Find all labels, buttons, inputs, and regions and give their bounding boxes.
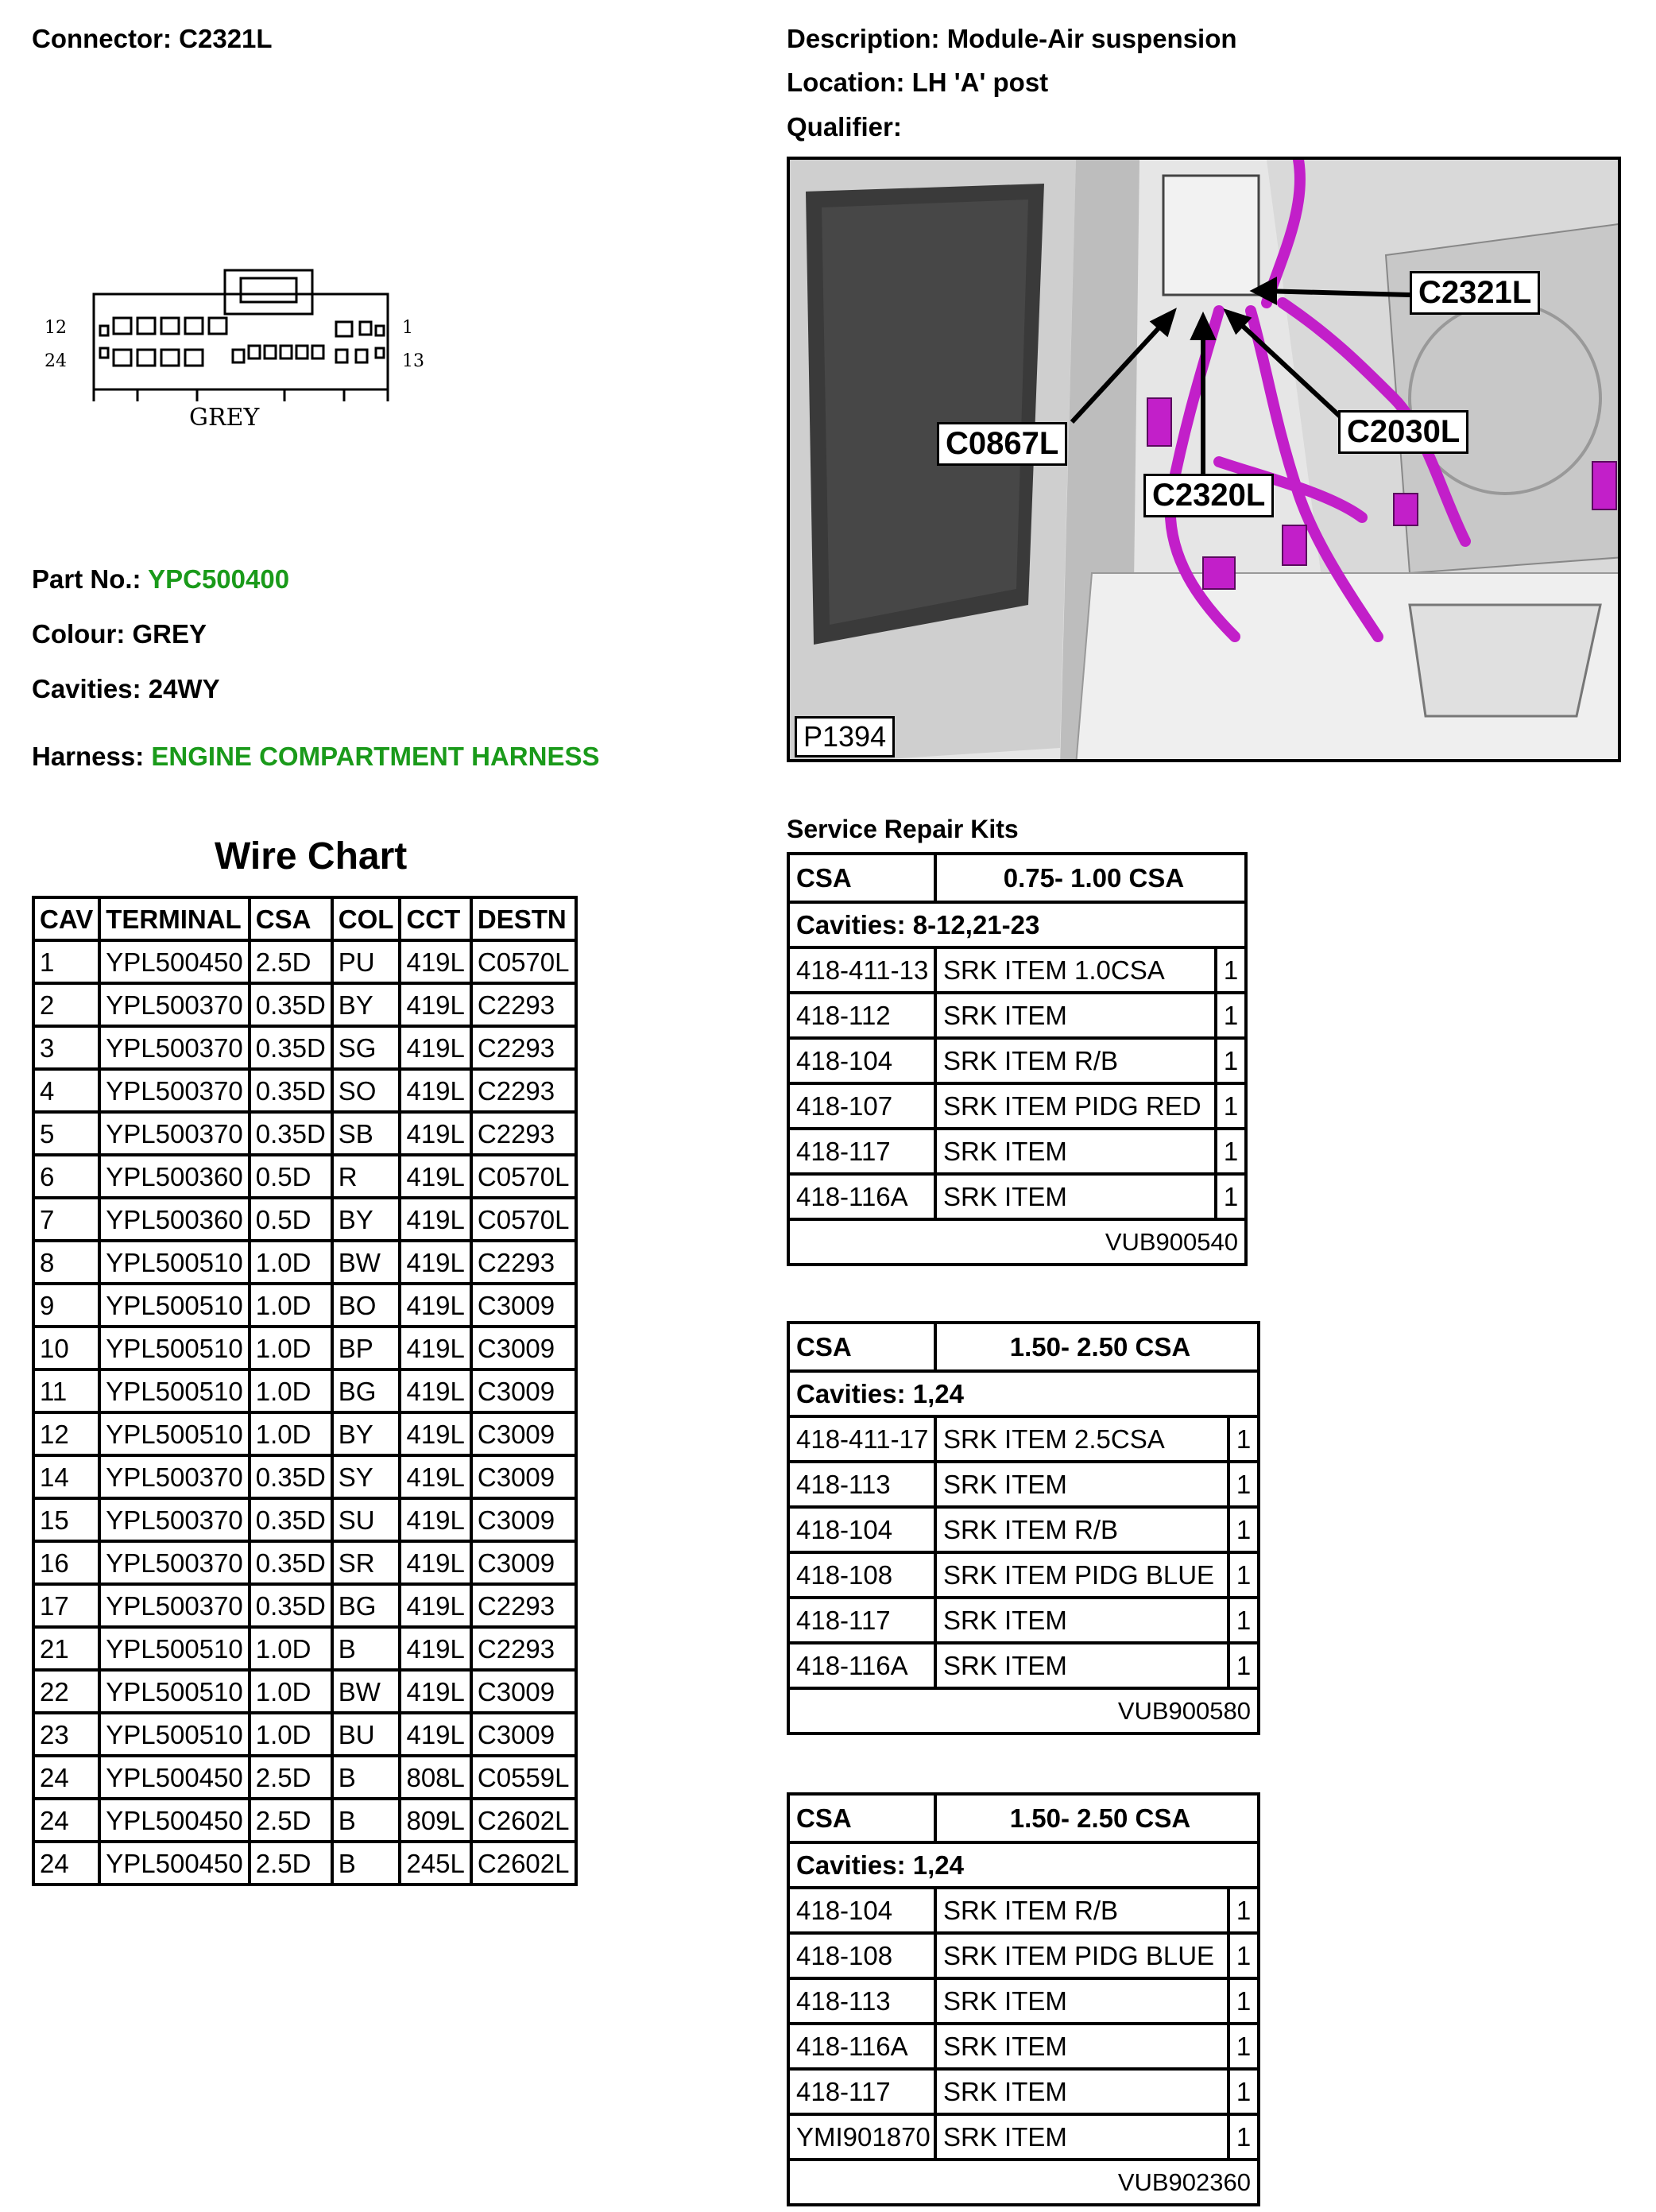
kit-item-qty: 1 xyxy=(1223,1091,1239,1121)
kit-item-row xyxy=(790,2113,1257,2158)
table-row xyxy=(33,1541,576,1584)
kit-cavities-row xyxy=(790,1841,1257,1886)
kit-item-part: 418-113 xyxy=(790,1980,937,2022)
kit-item-row xyxy=(790,991,1244,1036)
cell-col: SB xyxy=(332,1112,400,1155)
table-row xyxy=(33,1842,576,1885)
cell-col: BU xyxy=(332,1713,400,1756)
cell-cav: 3 xyxy=(33,1026,99,1069)
kit-item-desc: SRK ITEM R/B xyxy=(937,1509,1230,1551)
cell-cct: 419L xyxy=(400,1412,470,1455)
table-row xyxy=(33,1241,576,1284)
cell-cct: 419L xyxy=(400,1069,470,1112)
cavities: Cavities: 24WY xyxy=(32,674,220,703)
kit-cavities: Cavities: 1,24 xyxy=(796,1378,964,1408)
cell-destn: C2293 xyxy=(471,1584,576,1627)
part-no xyxy=(32,564,289,595)
cell-cav: 8 xyxy=(33,1241,99,1284)
part-no-value: YPC500400 xyxy=(148,564,290,594)
kit-item-qty: 1 xyxy=(1236,1514,1252,1544)
cell-cav: 2 xyxy=(33,983,99,1026)
cell-terminal: YPL500450 xyxy=(99,1799,250,1842)
kit-item-desc: SRK ITEM 1.0CSA xyxy=(937,949,1217,991)
cell-col: BY xyxy=(332,983,400,1026)
cell-terminal: YPL500450 xyxy=(99,1842,250,1885)
cell-cct: 419L xyxy=(400,1241,470,1284)
harness-label: Harness: xyxy=(32,742,145,771)
location-photo xyxy=(787,157,1621,762)
kit-item-qty: 1 xyxy=(1236,1895,1252,1925)
kit-number-row xyxy=(790,1218,1244,1263)
cell-destn: C3009 xyxy=(471,1369,576,1412)
cell-terminal: YPL500510 xyxy=(99,1627,250,1670)
wire-chart-title: Wire Chart xyxy=(215,835,408,877)
table-row xyxy=(33,1412,576,1455)
cell-cct: 419L xyxy=(400,1155,470,1198)
callout-c0867l: C0867L xyxy=(937,422,1067,466)
cell-destn: C2293 xyxy=(471,983,576,1026)
wire-chart-header-row xyxy=(33,897,576,940)
cell-destn: C2293 xyxy=(471,1026,576,1069)
cell-cav: 15 xyxy=(33,1498,99,1541)
cell-cav: 1 xyxy=(33,940,99,983)
cell-terminal: YPL500510 xyxy=(99,1369,250,1412)
kit-item-part: 418-104 xyxy=(790,1889,937,1931)
cell-cct: 245L xyxy=(400,1842,470,1885)
cell-cct: 808L xyxy=(400,1756,470,1799)
repair-kit-table xyxy=(787,852,1248,1266)
kit-item-desc: SRK ITEM 2.5CSA xyxy=(937,1418,1230,1460)
callout-c2320l: C2320L xyxy=(1143,474,1274,517)
cell-col: BY xyxy=(332,1198,400,1241)
cell-csa: 2.5D xyxy=(250,1799,332,1842)
cell-cav: 24 xyxy=(33,1842,99,1885)
cell-cav: 4 xyxy=(33,1069,99,1112)
table-row xyxy=(33,1584,576,1627)
cell-csa: 1.0D xyxy=(250,1713,332,1756)
kit-item-row xyxy=(790,1415,1257,1460)
cell-terminal: YPL500510 xyxy=(99,1327,250,1369)
table-row xyxy=(33,1284,576,1327)
connector-face-drawing xyxy=(38,262,435,437)
cell-destn: C3009 xyxy=(471,1670,576,1713)
table-row xyxy=(33,1198,576,1241)
kit-item-part: 418-116A xyxy=(790,1644,937,1687)
cell-csa: 1.0D xyxy=(250,1627,332,1670)
kit-header-row xyxy=(790,1796,1257,1841)
header-destn: DESTN xyxy=(471,897,576,940)
cell-terminal: YPL500370 xyxy=(99,1112,250,1155)
cell-terminal: YPL500510 xyxy=(99,1713,250,1756)
cell-cct: 419L xyxy=(400,1627,470,1670)
cell-cct: 419L xyxy=(400,1498,470,1541)
kit-item-part: 418-411-17 xyxy=(790,1418,937,1460)
vehicle-interior-illustration xyxy=(790,160,1621,762)
kit-item-qty: 1 xyxy=(1236,1605,1252,1635)
kit-item-row xyxy=(790,1082,1244,1127)
cell-cav: 21 xyxy=(33,1627,99,1670)
kit-item-part: 418-411-13 xyxy=(790,949,937,991)
kit-item-desc: SRK ITEM xyxy=(937,994,1217,1036)
cell-csa: 0.5D xyxy=(250,1198,332,1241)
wire-chart-table xyxy=(32,896,578,1886)
kit-item-part: 418-104 xyxy=(790,1040,937,1082)
kit-csa-range: 1.50- 2.50 CSA xyxy=(1009,1331,1191,1362)
kit-item-part: 418-117 xyxy=(790,1599,937,1641)
kit-item-desc: SRK ITEM R/B xyxy=(937,1889,1230,1931)
pin-label-1: 1 xyxy=(402,318,413,338)
kit-item-part: 418-116A xyxy=(790,1176,937,1218)
table-row xyxy=(33,983,576,1026)
cell-csa: 0.35D xyxy=(250,1069,332,1112)
cell-csa: 2.5D xyxy=(250,1756,332,1799)
cell-destn: C0570L xyxy=(471,1198,576,1241)
cell-terminal: YPL500370 xyxy=(99,1541,250,1584)
cell-destn: C2293 xyxy=(471,1241,576,1284)
table-row xyxy=(33,1455,576,1498)
repair-kit-table xyxy=(787,1792,1260,2206)
kit-item-row xyxy=(790,946,1244,991)
connector-colour-label: GREY xyxy=(189,404,260,432)
kit-item-desc: SRK ITEM PIDG BLUE xyxy=(937,1554,1230,1596)
cell-cav: 11 xyxy=(33,1369,99,1412)
cell-csa: 0.35D xyxy=(250,1026,332,1069)
cell-terminal: YPL500370 xyxy=(99,1498,250,1541)
callout-c2321l: C2321L xyxy=(1410,271,1540,315)
cell-cct: 809L xyxy=(400,1799,470,1842)
cell-cct: 419L xyxy=(400,983,470,1026)
kit-csa-range: 1.50- 2.50 CSA xyxy=(1009,1803,1191,1833)
cell-destn: C0570L xyxy=(471,1155,576,1198)
cell-terminal: YPL500370 xyxy=(99,983,250,1026)
kit-csa-label: CSA xyxy=(790,1324,937,1369)
cell-terminal: YPL500370 xyxy=(99,1069,250,1112)
kit-item-desc: SRK ITEM xyxy=(937,1599,1230,1641)
table-row xyxy=(33,940,576,983)
cell-col: B xyxy=(332,1842,400,1885)
cell-cct: 419L xyxy=(400,1327,470,1369)
kit-item-qty: 1 xyxy=(1236,1650,1252,1680)
cell-cct: 419L xyxy=(400,1369,470,1412)
cell-terminal: YPL500510 xyxy=(99,1241,250,1284)
cell-col: SO xyxy=(332,1069,400,1112)
kit-item-row xyxy=(790,2067,1257,2113)
table-row xyxy=(33,1069,576,1112)
cell-cct: 419L xyxy=(400,1026,470,1069)
cell-col: B xyxy=(332,1756,400,1799)
table-row xyxy=(33,1498,576,1541)
kit-item-desc: SRK ITEM xyxy=(937,2025,1230,2067)
table-row xyxy=(33,1799,576,1842)
cell-destn: C0570L xyxy=(471,940,576,983)
cell-csa: 0.5D xyxy=(250,1155,332,1198)
cell-cct: 419L xyxy=(400,1541,470,1584)
cell-cct: 419L xyxy=(400,940,470,983)
cell-col: BP xyxy=(332,1327,400,1369)
kit-item-desc: SRK ITEM xyxy=(937,2071,1230,2113)
service-repair-kits-title: Service Repair Kits xyxy=(787,815,1019,843)
cell-terminal: YPL500370 xyxy=(99,1026,250,1069)
cell-csa: 0.35D xyxy=(250,1455,332,1498)
cell-cav: 24 xyxy=(33,1756,99,1799)
kit-cavities-row xyxy=(790,901,1244,946)
header-col: COL xyxy=(332,897,400,940)
cell-col: BY xyxy=(332,1412,400,1455)
kit-csa-label: CSA xyxy=(790,1796,937,1841)
cell-col: BG xyxy=(332,1584,400,1627)
cell-destn: C3009 xyxy=(471,1498,576,1541)
cell-cct: 419L xyxy=(400,1455,470,1498)
kit-item-part: 418-117 xyxy=(790,2071,937,2113)
kit-item-desc: SRK ITEM xyxy=(937,2116,1230,2158)
cell-col: BG xyxy=(332,1369,400,1412)
cell-terminal: YPL500370 xyxy=(99,1584,250,1627)
kit-cavities: Cavities: 8-12,21-23 xyxy=(796,909,1040,939)
cell-destn: C3009 xyxy=(471,1713,576,1756)
cell-cct: 419L xyxy=(400,1198,470,1241)
cell-cav: 24 xyxy=(33,1799,99,1842)
kit-item-qty: 1 xyxy=(1223,1000,1239,1030)
kit-cavities-row xyxy=(790,1369,1257,1415)
kit-item-qty: 1 xyxy=(1236,1559,1252,1590)
table-row xyxy=(33,1756,576,1799)
kit-number-row xyxy=(790,1687,1257,1732)
kit-csa-label: CSA xyxy=(790,855,937,901)
callout-c2030l: C2030L xyxy=(1338,410,1468,454)
kit-item-desc: SRK ITEM R/B xyxy=(937,1040,1217,1082)
cell-cav: 23 xyxy=(33,1713,99,1756)
cell-destn: C3009 xyxy=(471,1284,576,1327)
kit-item-row xyxy=(790,1596,1257,1641)
table-row xyxy=(33,1112,576,1155)
cell-csa: 0.35D xyxy=(250,1541,332,1584)
cell-csa: 2.5D xyxy=(250,1842,332,1885)
cell-csa: 2.5D xyxy=(250,940,332,983)
kit-item-part: 418-112 xyxy=(790,994,937,1036)
kit-item-desc: SRK ITEM xyxy=(937,1463,1230,1505)
header-cav: CAV xyxy=(33,897,99,940)
header-terminal: TERMINAL xyxy=(99,897,250,940)
table-row xyxy=(33,1627,576,1670)
cell-destn: C2293 xyxy=(471,1627,576,1670)
pin-label-13: 13 xyxy=(402,351,424,371)
kit-item-part: 418-116A xyxy=(790,2025,937,2067)
cell-col: B xyxy=(332,1627,400,1670)
cell-cct: 419L xyxy=(400,1670,470,1713)
location: Location: LH 'A' post xyxy=(787,68,1049,97)
pin-label-12: 12 xyxy=(44,318,67,338)
cell-col: PU xyxy=(332,940,400,983)
cell-cct: 419L xyxy=(400,1112,470,1155)
repair-kit-table xyxy=(787,1321,1260,1735)
harness-value: ENGINE COMPARTMENT HARNESS xyxy=(151,742,600,771)
cell-terminal: YPL500450 xyxy=(99,1756,250,1799)
wire-chart-body xyxy=(33,940,576,1885)
cell-col: BW xyxy=(332,1241,400,1284)
kit-item-qty: 1 xyxy=(1223,1045,1239,1075)
cell-cct: 419L xyxy=(400,1713,470,1756)
cell-csa: 1.0D xyxy=(250,1284,332,1327)
cell-terminal: YPL500510 xyxy=(99,1412,250,1455)
cell-csa: 1.0D xyxy=(250,1670,332,1713)
cell-destn: C2293 xyxy=(471,1112,576,1155)
kit-header-row xyxy=(790,855,1244,901)
cell-cav: 14 xyxy=(33,1455,99,1498)
cell-csa: 0.35D xyxy=(250,1498,332,1541)
cell-csa: 1.0D xyxy=(250,1412,332,1455)
kit-item-desc: SRK ITEM PIDG BLUE xyxy=(937,1935,1230,1977)
cell-destn: C2602L xyxy=(471,1799,576,1842)
cell-csa: 1.0D xyxy=(250,1241,332,1284)
cell-destn: C2293 xyxy=(471,1069,576,1112)
kit-item-part: 418-107 xyxy=(790,1085,937,1127)
kit-csa-range: 0.75- 1.00 CSA xyxy=(1003,862,1185,893)
cell-destn: C2602L xyxy=(471,1842,576,1885)
kit-item-row xyxy=(790,1505,1257,1551)
kit-item-desc: SRK ITEM xyxy=(937,1644,1230,1687)
cell-destn: C3009 xyxy=(471,1327,576,1369)
kit-item-qty: 1 xyxy=(1236,2076,1252,2106)
kit-item-row xyxy=(790,1886,1257,1931)
cell-csa: 0.35D xyxy=(250,1112,332,1155)
table-row xyxy=(33,1369,576,1412)
cell-col: SR xyxy=(332,1541,400,1584)
kit-header-row xyxy=(790,1324,1257,1369)
cell-cav: 7 xyxy=(33,1198,99,1241)
harness xyxy=(32,742,599,772)
cell-destn: C3009 xyxy=(471,1455,576,1498)
kit-cavities: Cavities: 1,24 xyxy=(796,1850,964,1880)
cell-destn: C0559L xyxy=(471,1756,576,1799)
kit-item-row xyxy=(790,1977,1257,2022)
table-row xyxy=(33,1026,576,1069)
header-cct: CCT xyxy=(400,897,470,940)
kit-item-qty: 1 xyxy=(1236,2031,1252,2061)
pin-label-24: 24 xyxy=(44,351,67,371)
cell-terminal: YPL500510 xyxy=(99,1670,250,1713)
table-row xyxy=(33,1327,576,1369)
kit-item-part: 418-108 xyxy=(790,1935,937,1977)
kit-item-part: 418-117 xyxy=(790,1130,937,1172)
table-row xyxy=(33,1670,576,1713)
photo-reference: P1394 xyxy=(795,716,895,757)
cell-cav: 9 xyxy=(33,1284,99,1327)
kit-item-desc: SRK ITEM PIDG RED xyxy=(937,1085,1217,1127)
cell-cav: 5 xyxy=(33,1112,99,1155)
kit-item-row xyxy=(790,1641,1257,1687)
cell-col: SU xyxy=(332,1498,400,1541)
table-row xyxy=(33,1713,576,1756)
cell-csa: 0.35D xyxy=(250,1584,332,1627)
colour: Colour: GREY xyxy=(32,619,207,649)
kit-item-desc: SRK ITEM xyxy=(937,1980,1230,2022)
cell-col: R xyxy=(332,1155,400,1198)
kit-item-row xyxy=(790,1127,1244,1172)
cell-cav: 12 xyxy=(33,1412,99,1455)
cell-col: BW xyxy=(332,1670,400,1713)
cell-cct: 419L xyxy=(400,1284,470,1327)
cell-destn: C3009 xyxy=(471,1541,576,1584)
cell-col: SG xyxy=(332,1026,400,1069)
kit-item-part: 418-113 xyxy=(790,1463,937,1505)
qualifier: Qualifier: xyxy=(787,112,902,141)
kit-item-part: 418-108 xyxy=(790,1554,937,1596)
cell-terminal: YPL500510 xyxy=(99,1284,250,1327)
kit-number: VUB900580 xyxy=(1117,1696,1251,1725)
kit-item-row xyxy=(790,1931,1257,1977)
cell-terminal: YPL500360 xyxy=(99,1198,250,1241)
kit-item-row xyxy=(790,2022,1257,2067)
cell-terminal: YPL500450 xyxy=(99,940,250,983)
kit-number-row xyxy=(790,2158,1257,2203)
part-no-label: Part No.: xyxy=(32,564,141,594)
cell-cav: 6 xyxy=(33,1155,99,1198)
kit-item-qty: 1 xyxy=(1223,955,1239,985)
cell-csa: 0.35D xyxy=(250,983,332,1026)
cell-csa: 1.0D xyxy=(250,1369,332,1412)
kit-item-row xyxy=(790,1460,1257,1505)
cell-col: BO xyxy=(332,1284,400,1327)
cell-destn: C3009 xyxy=(471,1412,576,1455)
kit-number: VUB900540 xyxy=(1105,1227,1238,1256)
kit-item-part: YMI901870 xyxy=(790,2116,937,2158)
cell-col: B xyxy=(332,1799,400,1842)
kit-item-row xyxy=(790,1551,1257,1596)
table-row xyxy=(33,1155,576,1198)
cell-csa: 1.0D xyxy=(250,1327,332,1369)
kit-item-qty: 1 xyxy=(1236,2121,1252,2152)
cell-cav: 16 xyxy=(33,1541,99,1584)
cell-cav: 22 xyxy=(33,1670,99,1713)
kit-item-row xyxy=(790,1172,1244,1218)
kit-item-desc: SRK ITEM xyxy=(937,1176,1217,1218)
cell-terminal: YPL500360 xyxy=(99,1155,250,1198)
kit-item-qty: 1 xyxy=(1236,1940,1252,1970)
cell-cav: 10 xyxy=(33,1327,99,1369)
kit-item-qty: 1 xyxy=(1236,1985,1252,2016)
cell-col: SY xyxy=(332,1455,400,1498)
kit-item-part: 418-104 xyxy=(790,1509,937,1551)
description: Description: Module-Air suspension xyxy=(787,24,1237,53)
cell-cav: 17 xyxy=(33,1584,99,1627)
kit-item-qty: 1 xyxy=(1236,1424,1252,1454)
kit-item-qty: 1 xyxy=(1223,1181,1239,1211)
kit-number: VUB902360 xyxy=(1117,2167,1251,2196)
kit-item-qty: 1 xyxy=(1236,1469,1252,1499)
kit-item-row xyxy=(790,1036,1244,1082)
connector-title: Connector: C2321L xyxy=(32,24,273,53)
cell-terminal: YPL500370 xyxy=(99,1455,250,1498)
kit-item-qty: 1 xyxy=(1223,1136,1239,1166)
header-csa: CSA xyxy=(250,897,332,940)
cell-cct: 419L xyxy=(400,1584,470,1627)
kit-item-desc: SRK ITEM xyxy=(937,1130,1217,1172)
